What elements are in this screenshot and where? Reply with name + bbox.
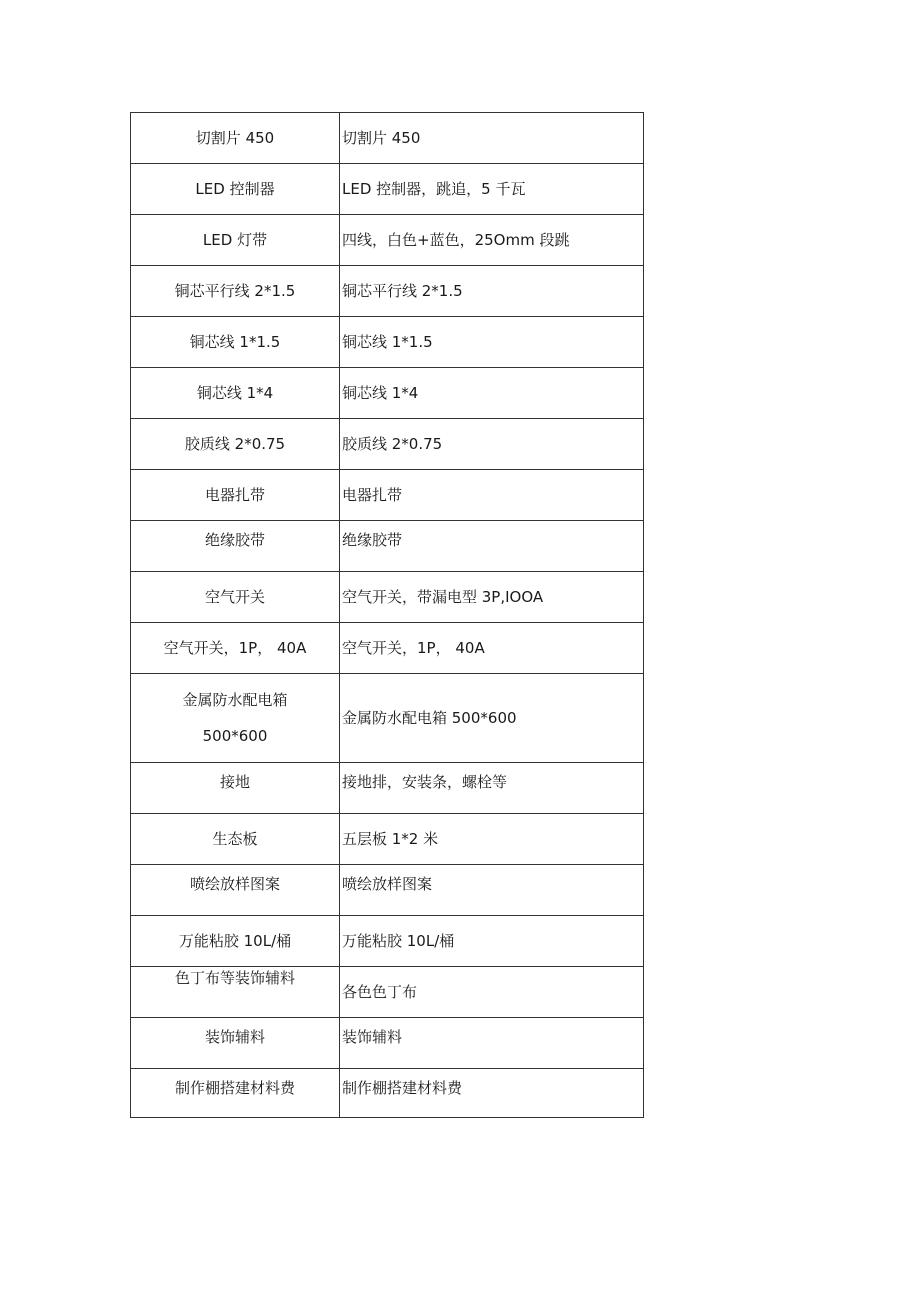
item-name-cell: 制作棚搭建材料费 (131, 1069, 340, 1118)
item-spec-cell: 铜芯线 1*4 (340, 368, 644, 419)
table-row (131, 419, 644, 470)
item-name-cell: 生态板 (131, 814, 340, 865)
item-spec-cell: 五层板 1*2 米 (340, 814, 644, 865)
item-name-cell: 绝缘胶带 (131, 521, 340, 572)
table-row (131, 967, 644, 1018)
item-spec-cell: 绝缘胶带 (340, 521, 644, 572)
item-name-cell: 接地 (131, 763, 340, 814)
item-spec-cell: 接地排，安装条，螺栓等 (340, 763, 644, 814)
table-row (131, 572, 644, 623)
item-name-cell: 空气开关 (131, 572, 340, 623)
item-name-cell: 电器扎带 (131, 470, 340, 521)
table-row (131, 215, 644, 266)
item-spec-cell: 铜芯线 1*1.5 (340, 317, 644, 368)
item-spec-cell: 空气开关，带漏电型 3P,IOOA (340, 572, 644, 623)
item-name-cell: LED 灯带 (131, 215, 340, 266)
item-name-cell: LED 控制器 (131, 164, 340, 215)
item-spec-cell: 喷绘放样图案 (340, 865, 644, 916)
table-row (131, 674, 644, 763)
item-spec-cell: 各色色丁布 (340, 967, 644, 1018)
item-name-cell: 装饰辅料 (131, 1018, 340, 1069)
item-name-line: 500*600 (202, 727, 268, 745)
table-row (131, 368, 644, 419)
item-spec-cell: 铜芯平行线 2*1.5 (340, 266, 644, 317)
table-row (131, 317, 644, 368)
item-name-cell: 色丁布等装饰辅料 (131, 967, 340, 1018)
item-spec-cell: 切割片 450 (340, 113, 644, 164)
item-name-cell: 胶质线 2*0.75 (131, 419, 340, 470)
table-row (131, 521, 644, 572)
item-name-cell: 铜芯平行线 2*1.5 (131, 266, 340, 317)
table-row (131, 470, 644, 521)
table-row (131, 623, 644, 674)
item-spec-cell: 金属防水配电箱 500*600 (340, 674, 644, 763)
item-spec-cell: 空气开关，1P， 40A (340, 623, 644, 674)
table-row (131, 1069, 644, 1118)
table-row (131, 164, 644, 215)
item-name-cell: 铜芯线 1*1.5 (131, 317, 340, 368)
item-spec-cell: 制作棚搭建材料费 (340, 1069, 644, 1118)
item-spec-cell: 胶质线 2*0.75 (340, 419, 644, 470)
item-spec-cell: 四线，白色+蓝色，25Omm 段跳 (340, 215, 644, 266)
item-name-cell (131, 674, 340, 763)
table-row (131, 266, 644, 317)
item-name-line: 金属防水配电箱 (182, 691, 288, 709)
item-name-cell: 万能粘胶 10L/桶 (131, 916, 340, 967)
item-name-cell: 铜芯线 1*4 (131, 368, 340, 419)
item-spec-cell: 装饰辅料 (340, 1018, 644, 1069)
item-spec-cell: 万能粘胶 10L/桶 (340, 916, 644, 967)
table-row (131, 916, 644, 967)
materials-table (130, 112, 644, 1118)
item-spec-cell: 电器扎带 (340, 470, 644, 521)
table-row (131, 814, 644, 865)
table-row (131, 1018, 644, 1069)
table-row (131, 865, 644, 916)
item-spec-cell: LED 控制器，跳追，5 千瓦 (340, 164, 644, 215)
item-name-cell: 切割片 450 (131, 113, 340, 164)
table-row (131, 763, 644, 814)
materials-table-body (131, 113, 644, 1118)
item-name-cell: 空气开关，1P， 40A (131, 623, 340, 674)
table-row (131, 113, 644, 164)
item-name-cell: 喷绘放样图案 (131, 865, 340, 916)
